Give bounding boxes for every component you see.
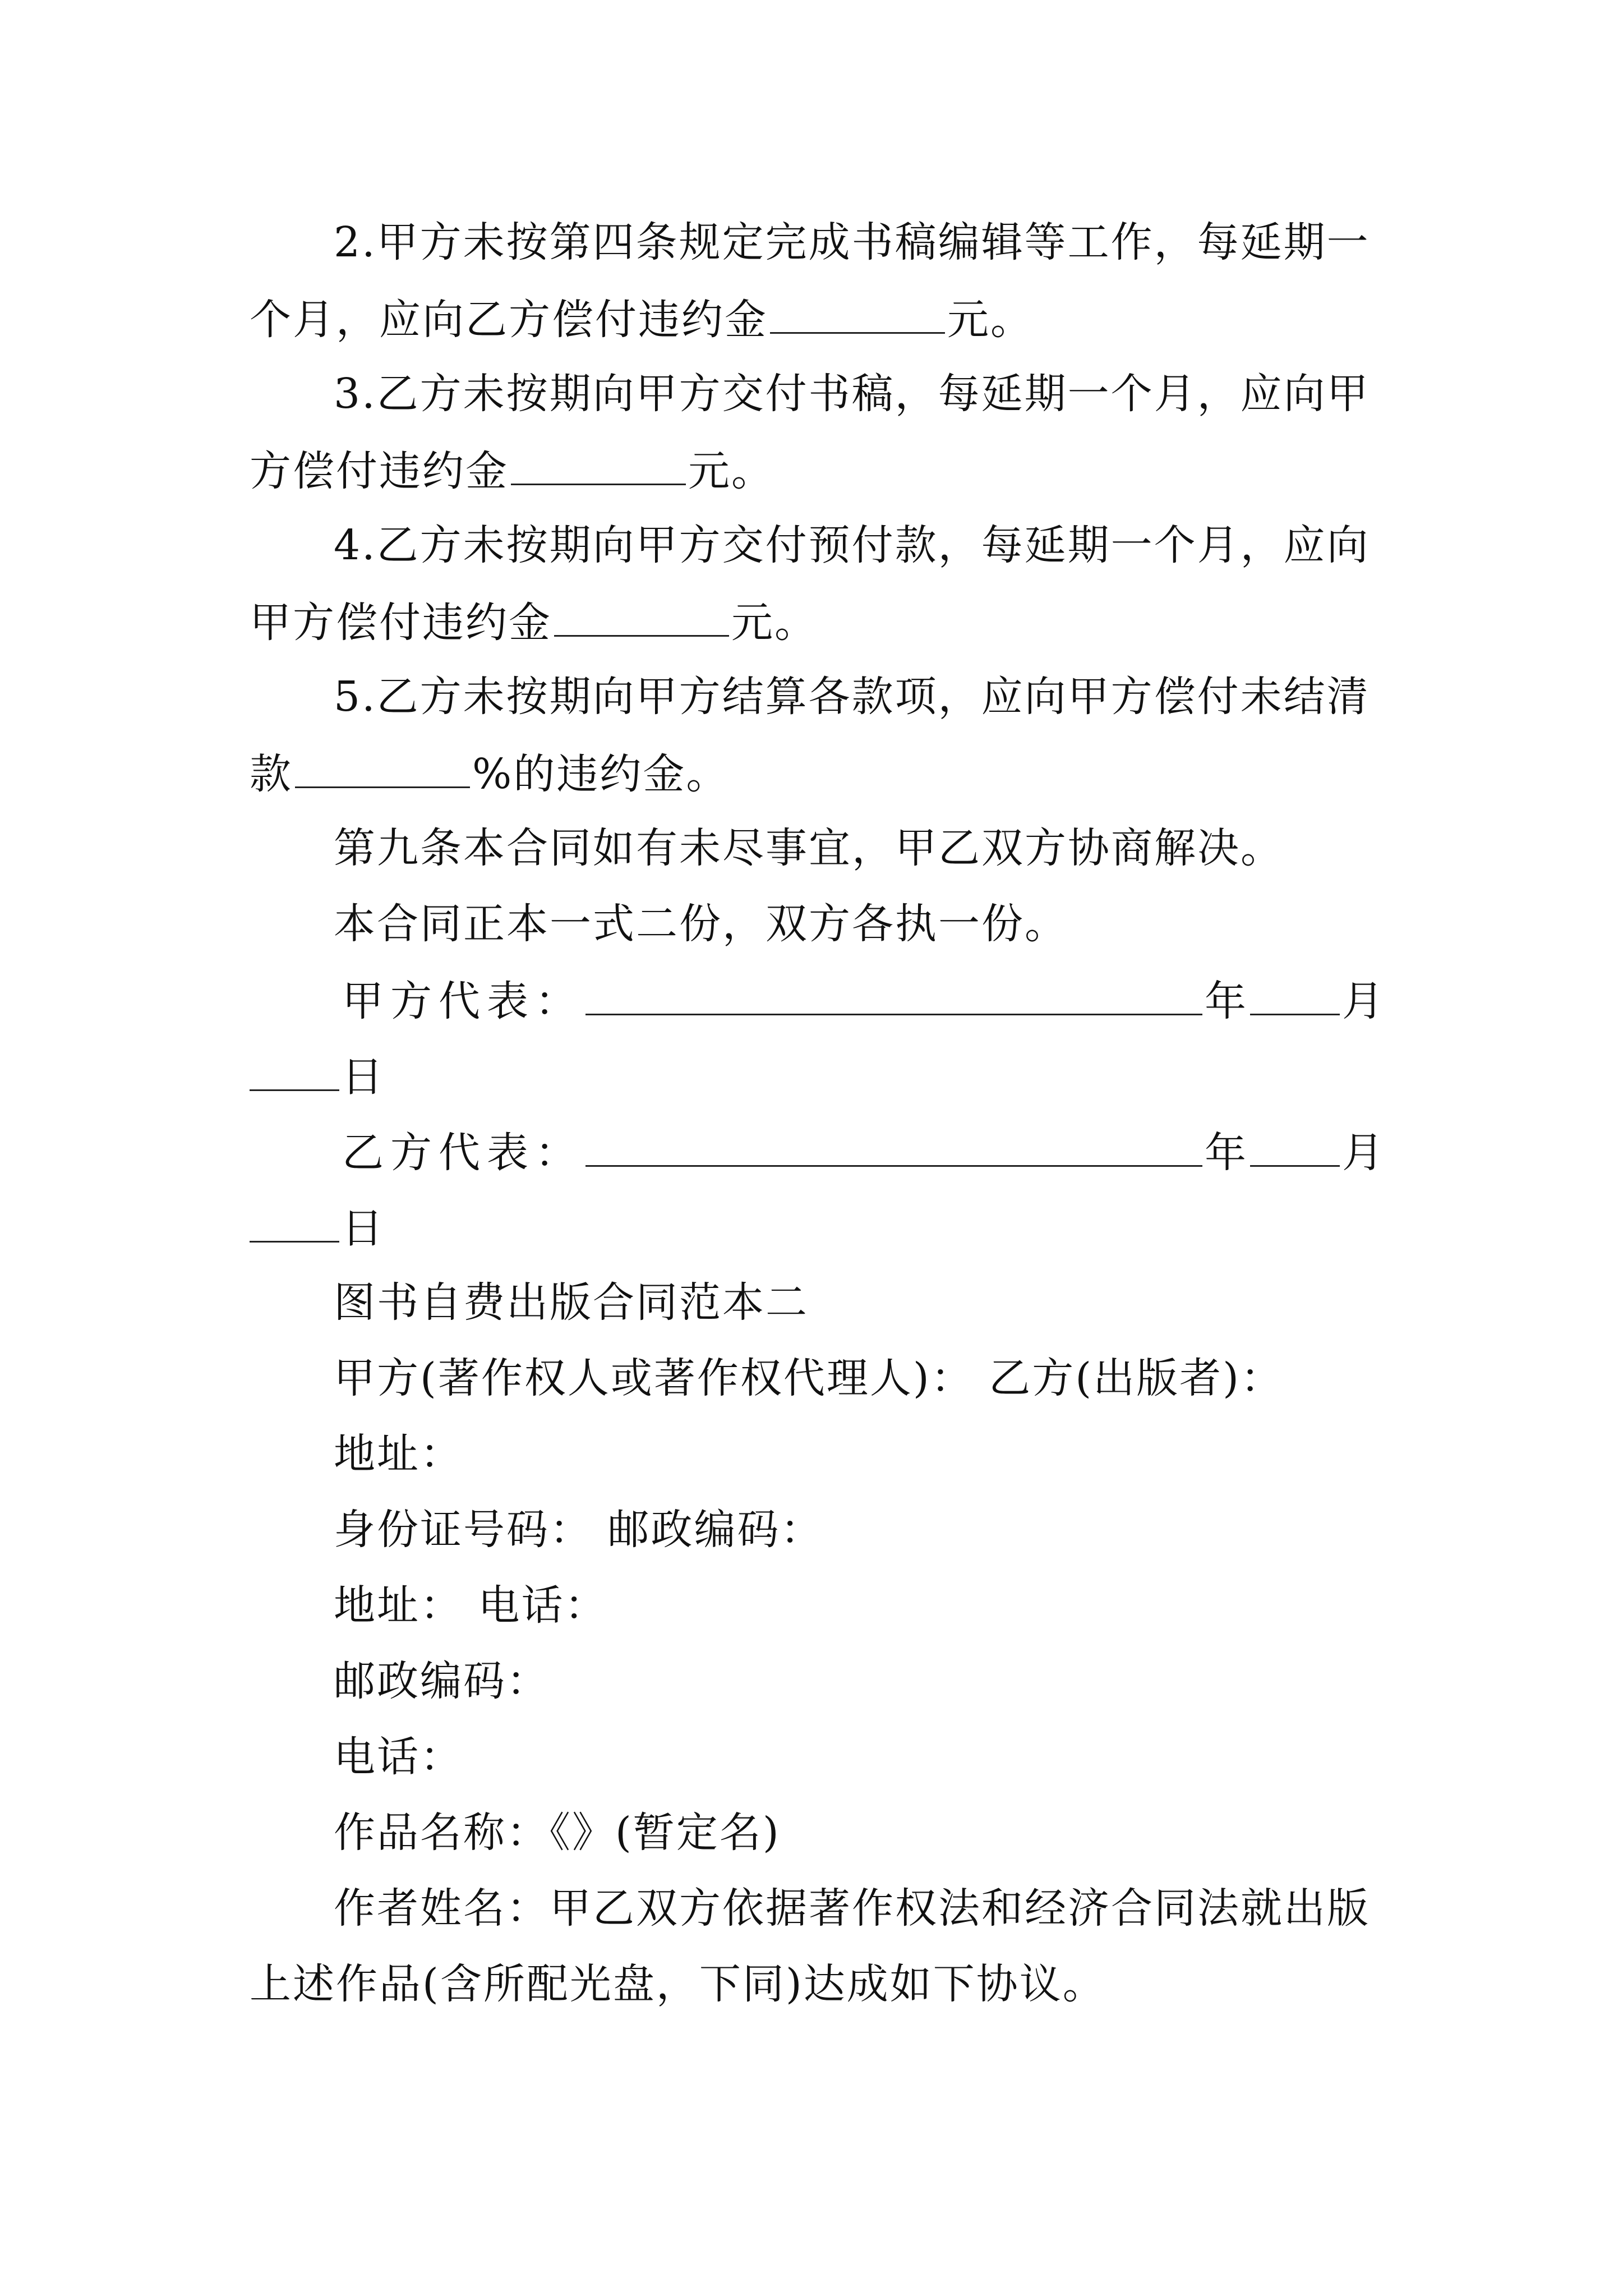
clause-5-line-1: 5.乙方未按期向甲方结算各款项，应向甲方偿付未结清 xyxy=(334,673,1370,721)
party-b-label: 乙方代表： xyxy=(342,1129,583,1177)
year-label: 年 xyxy=(1205,1129,1248,1177)
party-b-signature-line xyxy=(342,1129,1385,1177)
day-label: 日 xyxy=(342,1053,385,1101)
party-a-signature-blank xyxy=(585,979,1202,1015)
clause-5-unit: %的违约金。 xyxy=(472,750,730,798)
clause-4-unit: 元。 xyxy=(731,599,818,647)
clause-3-text: 方偿付违约金 xyxy=(250,447,509,495)
party-b-signature-blank xyxy=(585,1130,1202,1167)
clause-5-line-2 xyxy=(250,750,730,798)
month-blank xyxy=(1250,979,1340,1015)
party-a-signature-line xyxy=(342,977,1385,1025)
work-title-line: 作品名称：《》(暂定名) xyxy=(334,1809,781,1857)
clause-3-line-2 xyxy=(250,447,774,495)
clause-4-line-2 xyxy=(250,599,818,647)
clause-5-text: 款 xyxy=(250,750,293,798)
month-blank xyxy=(1250,1130,1340,1167)
penalty-percent-blank xyxy=(295,752,470,788)
month-label: 月 xyxy=(1342,977,1385,1025)
author-line-2: 上述作品(含所配光盘，下同)达成如下协议。 xyxy=(250,1960,1106,2008)
clause-2-text: 个月，应向乙方偿付违约金 xyxy=(250,296,768,344)
article-9: 第九条本合同如有未尽事宜，甲乙双方协商解决。 xyxy=(334,824,1284,872)
year-label: 年 xyxy=(1205,977,1248,1025)
clause-4-line-1: 4.乙方未按期向甲方交付预付款，每延期一个月，应向 xyxy=(334,521,1370,569)
clause-2-line-2 xyxy=(250,296,1034,344)
author-line-1: 作者姓名：甲乙双方依据著作权法和经济合同法就出版 xyxy=(334,1884,1370,1932)
address-phone-line: 地址： 电话： xyxy=(334,1581,608,1630)
party-a-date-day xyxy=(250,1053,385,1101)
clause-4-text: 甲方偿付违约金 xyxy=(250,599,552,647)
id-postal-line: 身份证号码： 邮政编码： xyxy=(334,1506,824,1554)
penalty-amount-blank xyxy=(554,600,729,637)
clause-2-line-1: 2.甲方未按第四条规定完成书稿编辑等工作，每延期一 xyxy=(334,218,1370,266)
day-blank xyxy=(250,1055,339,1091)
address-line: 地址： xyxy=(334,1430,463,1478)
day-label: 日 xyxy=(342,1204,385,1253)
clause-3-unit: 元。 xyxy=(688,447,774,495)
parties-line: 甲方(著作权人或著作权代理人)： 乙方(出版者)： xyxy=(334,1354,1284,1402)
day-blank xyxy=(250,1206,339,1243)
party-a-label: 甲方代表： xyxy=(342,977,583,1025)
phone-line: 电话： xyxy=(334,1733,463,1781)
clause-2-unit: 元。 xyxy=(947,296,1034,344)
penalty-amount-blank xyxy=(511,449,686,485)
party-b-date-day xyxy=(250,1204,385,1253)
copies-clause: 本合同正本一式二份，双方各执一份。 xyxy=(334,900,1068,948)
template-2-title: 图书自费出版合同范本二 xyxy=(334,1278,809,1327)
penalty-amount-blank xyxy=(770,297,945,334)
month-label: 月 xyxy=(1342,1129,1385,1177)
clause-3-line-1: 3.乙方未按期向甲方交付书稿，每延期一个月，应向甲 xyxy=(334,370,1370,418)
postal-line: 邮政编码： xyxy=(334,1657,550,1705)
